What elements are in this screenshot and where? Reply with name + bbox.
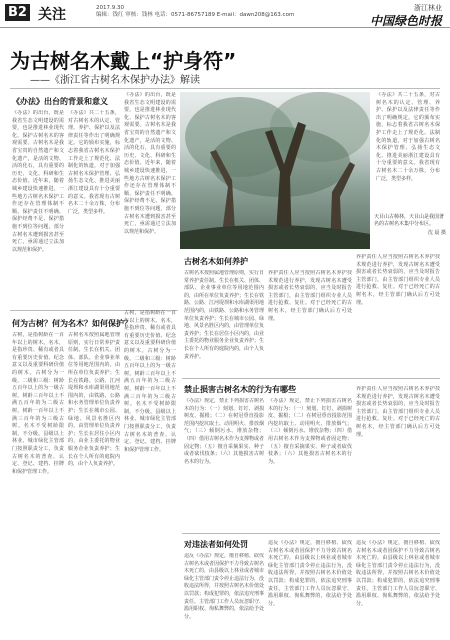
body-column: 《办法》共二十五条，对古树名木的认定、管理、养护、保护以及法律责任等作出了明确规定。它的颁布实施，标志着我省古树名木保护工作走上了规范化、法制化的轨道，对于加强古树名木保护管理、弘扬生态文化、推进美丽浙江建设具有十分重要的意义。我省现有古树名木二十余万株，分布广泛，类型多样。 bbox=[376, 92, 440, 182]
tree-illustration bbox=[180, 92, 370, 249]
body-column: 违反《办法》规定，擅自移植、砍伐古树名木或者因保护不力导致古树名木死亡的，由县级以上林业或者城市绿化主管部门责令停止违法行为，没收违法所得，并按照古树名木价值处以罚款；构成犯罪的，依法追究刑事责任。主管部门工作人员玩忽职守、滥用职权、徇私舞弊的，依法给予处分。 bbox=[268, 540, 352, 607]
body-column: 《办法》的出台，既是我省生态文明建设的需要，也是推进林业现代化、保护古树名木的客观需要。古树名木是我省宝贵的自然遗产和文化遗产，是活的文物、活的化石，具有重要的历史、文化、科研和生态价值。近年来，随着城乡建设快速推进，一些地方古树名木保护工作还存在管理体制不顺、保护责任不明确、保护经费不足、保护措施不到位等问题，部分古树名木遭到损害甚至死亡，亟需通过立法加以规范和保护。 bbox=[12, 110, 64, 253]
subheadline: ——《浙江省古树名木保护办法》解读 bbox=[30, 75, 200, 86]
body-column: 养护责任人应当按照古树名木养护技术规范进行养护，发现古树名木遭受损害或者长势衰弱的，应当及时报告主管部门，由主管部门组织专业人员进行抢救、复壮。对于已经死亡的古树名木，经主管部门确认后方可处理。 bbox=[268, 270, 352, 322]
page-code: B2 bbox=[5, 4, 30, 21]
meta-date: 2017.9.30 bbox=[96, 5, 124, 11]
headline-divider bbox=[10, 88, 440, 89]
body-column: 违反《办法》规定，擅自移植、砍伐古树名木或者因保护不力导致古树名木死亡的，由县级以上林业或者城市绿化主管部门责令停止违法行为，没收违法所得，并按照古树名木价值处以罚款；构成犯罪的，依法追究刑事责任。主管部门工作人员玩忽职守、滥用职权、徇私舞弊的，依法给予处分。 bbox=[184, 553, 264, 620]
headline: 为古树名木戴上“护身符” bbox=[10, 49, 237, 73]
body-column: 养护责任人应当按照古树名木养护技术规范进行养护，发现古树名木遭受损害或者长势衰弱的，应当及时报告主管部门，由主管部门组织专业人员进行抢救、复壮。对于已经死亡的古树名木，经主管部门确认后方可处理。 bbox=[356, 254, 440, 306]
body-column: 《办法》规定，禁止下列损害古树名木的行为：（一）刻划、钉钉、剥损树皮、掘根；（二）在树冠垂直投影范围内挖坑取土、动用明火、排放烟气；（三）倾倒污水、堆放杂物；（四）借用古树名木作为支撑物或者固定物；（五）擅自采摘果实、种子或者砍伐枝条；（六）其他损害古树名木的行为。 bbox=[268, 398, 352, 465]
section-name: 关注 bbox=[38, 7, 66, 23]
body-column: 《办法》规定，禁止下列损害古树名木的行为：（一）刻划、钉钉、剥损树皮、掘根；（二）在树冠垂直投影范围内挖坑取土、动用明火、排放烟气；（三）倾倒污水、堆放杂物；（四）借用古树名木作为支撑物或者固定物；（五）擅自采摘果实、种子或者砍伐枝条；（六）其他损害古树名木的行为。 bbox=[184, 398, 264, 465]
section-divider bbox=[182, 378, 440, 379]
tree-photo bbox=[180, 92, 370, 249]
photo-caption bbox=[374, 214, 446, 237]
body-column: 古树名木按照属地管理原则，实行日常养护责任制。生长在机关、团体、部队、企业事业单位等用地范围内的，由所在单位负责养护；生长在铁路、公路、江河堤坝和水库湖渠用地范围内的，由铁路、公路和水务管理单位负责养护；生长在城市公园、绿地、风景名胜区内的，由管理单位负责养护；生长在居住小区内的，由业主委托的物业服务企业负责养护；生长在个人所有的庭院内的，由个人负责养护。 bbox=[68, 332, 120, 468]
section-heading-prohibited: 禁止损害古树名木的行为有哪些 bbox=[184, 385, 296, 394]
photo-credit: 沈 晨 摄 bbox=[427, 230, 446, 236]
page-meta bbox=[96, 5, 294, 19]
body-column: 《办法》的出台，既是我省生态文明建设的需要，也是推进林业现代化、保护古树名木的客观需要。古树名木是我省宝贵的自然遗产和文化遗产，是活的文物、活的化石，具有重要的历史、文化、科研和生态价值。近年来，随着城乡建设快速推进，一些地方古树名木保护工作还存在管理体制不顺、保护责任不明确、保护经费不足、保护措施不到位等问题，部分古树名木遭到损害甚至死亡，亟需通过立法加以规范和保护。 bbox=[124, 92, 176, 235]
body-column: 《办法》共二十五条，对古树名木的认定、管理、养护、保护以及法律责任等作出了明确规定。它的颁布实施，标志着我省古树名木保护工作走上了规范化、法制化的轨道，对于加强古树名木保护管理、弘扬生态文化、推进美丽浙江建设具有十分重要的意义。我省现有古树名木二十余万株，分布广泛，类型多样。 bbox=[68, 110, 120, 215]
section-heading-penalties: 对违法者如何处罚 bbox=[184, 540, 248, 549]
meta-contact: 编辑：钱红 审核：钱林 电话：0571-86757189 E-mail：dawn208@163.com bbox=[96, 12, 295, 18]
body-column: 养护责任人应当按照古树名木养护技术规范进行养护，发现古树名木遭受损害或者长势衰弱的，应当及时报告主管部门，由主管部门组织专业人员进行抢救、复壮。对于已经死亡的古树名木，经主管部门确认后方可处理。 bbox=[356, 386, 440, 438]
body-column: 违反《办法》规定，擅自移植、砍伐古树名木或者因保护不力导致古树名木死亡的，由县级以上林业或者城市绿化主管部门责令停止违法行为，没收违法所得，并按照古树名木价值处以罚款；构成犯罪的，依法追究刑事责任。主管部门工作人员玩忽职守、滥用职权、徇私舞弊的，依法给予处分。 bbox=[356, 540, 440, 607]
column-name: 浙江林业 bbox=[414, 4, 442, 12]
newspaper-logo: 中国绿色时报 bbox=[369, 14, 442, 28]
caption-text: 天目山古樟林，天目山是我国著名的古树名木集中分布区。 bbox=[374, 214, 445, 227]
section-heading-definition: 何为古树？何为名木？如何保护？ bbox=[12, 319, 132, 328]
section-heading-background: 《办法》出台的背景和意义 bbox=[12, 97, 108, 106]
page-header bbox=[0, 0, 450, 28]
section-heading-maintenance: 古树名木如何养护 bbox=[184, 257, 248, 266]
body-column: 古树名木按照属地管理原则，实行日常养护责任制。生长在机关、团体、部队、企业事业单位等用地范围内的，由所在单位负责养护；生长在铁路、公路、江河堤坝和水库湖渠用地范围内的，由铁路、公路和水务管理单位负责养护；生长在城市公园、绿地、风景名胜区内的，由管理单位负责养护；生长在居住小区内的，由业主委托的物业服务企业负责养护；生长在个人所有的庭院内的，由个人负责养护。 bbox=[184, 270, 264, 360]
body-column: 古树，是指树龄在一百年以上的树木。名木，是指珍贵、稀有或者具有重要历史价值、纪念意义以及重要科研价值的树木。古树分为一级、二级和三级：树龄五百年以上的为一级古树，树龄三百年以上不满五百年的为二级古树，树龄一百年以上不满三百年的为三级古树。名木不受树龄限制，不分级。县级以上林业、城市绿化主管部门按照职责分工，负责古树名木的普查、认定、登记、建档、挂牌和保护管理工作。 bbox=[12, 332, 64, 475]
body-column: 古树，是指树龄在一百年以上的树木。名木，是指珍贵、稀有或者具有重要历史价值、纪念意义以及重要科研价值的树木。古树分为一级、二级和三级：树龄五百年以上的为一级古树，树龄三百年以上不满五百年的为二级古树，树龄一百年以上不满三百年的为三级古树。名木不受树龄限制，不分级。县级以上林业、城市绿化主管部门按照职责分工，负责古树名木的普查、认定、登记、建档、挂牌和保护管理工作。 bbox=[124, 310, 176, 453]
section-divider bbox=[182, 533, 440, 534]
